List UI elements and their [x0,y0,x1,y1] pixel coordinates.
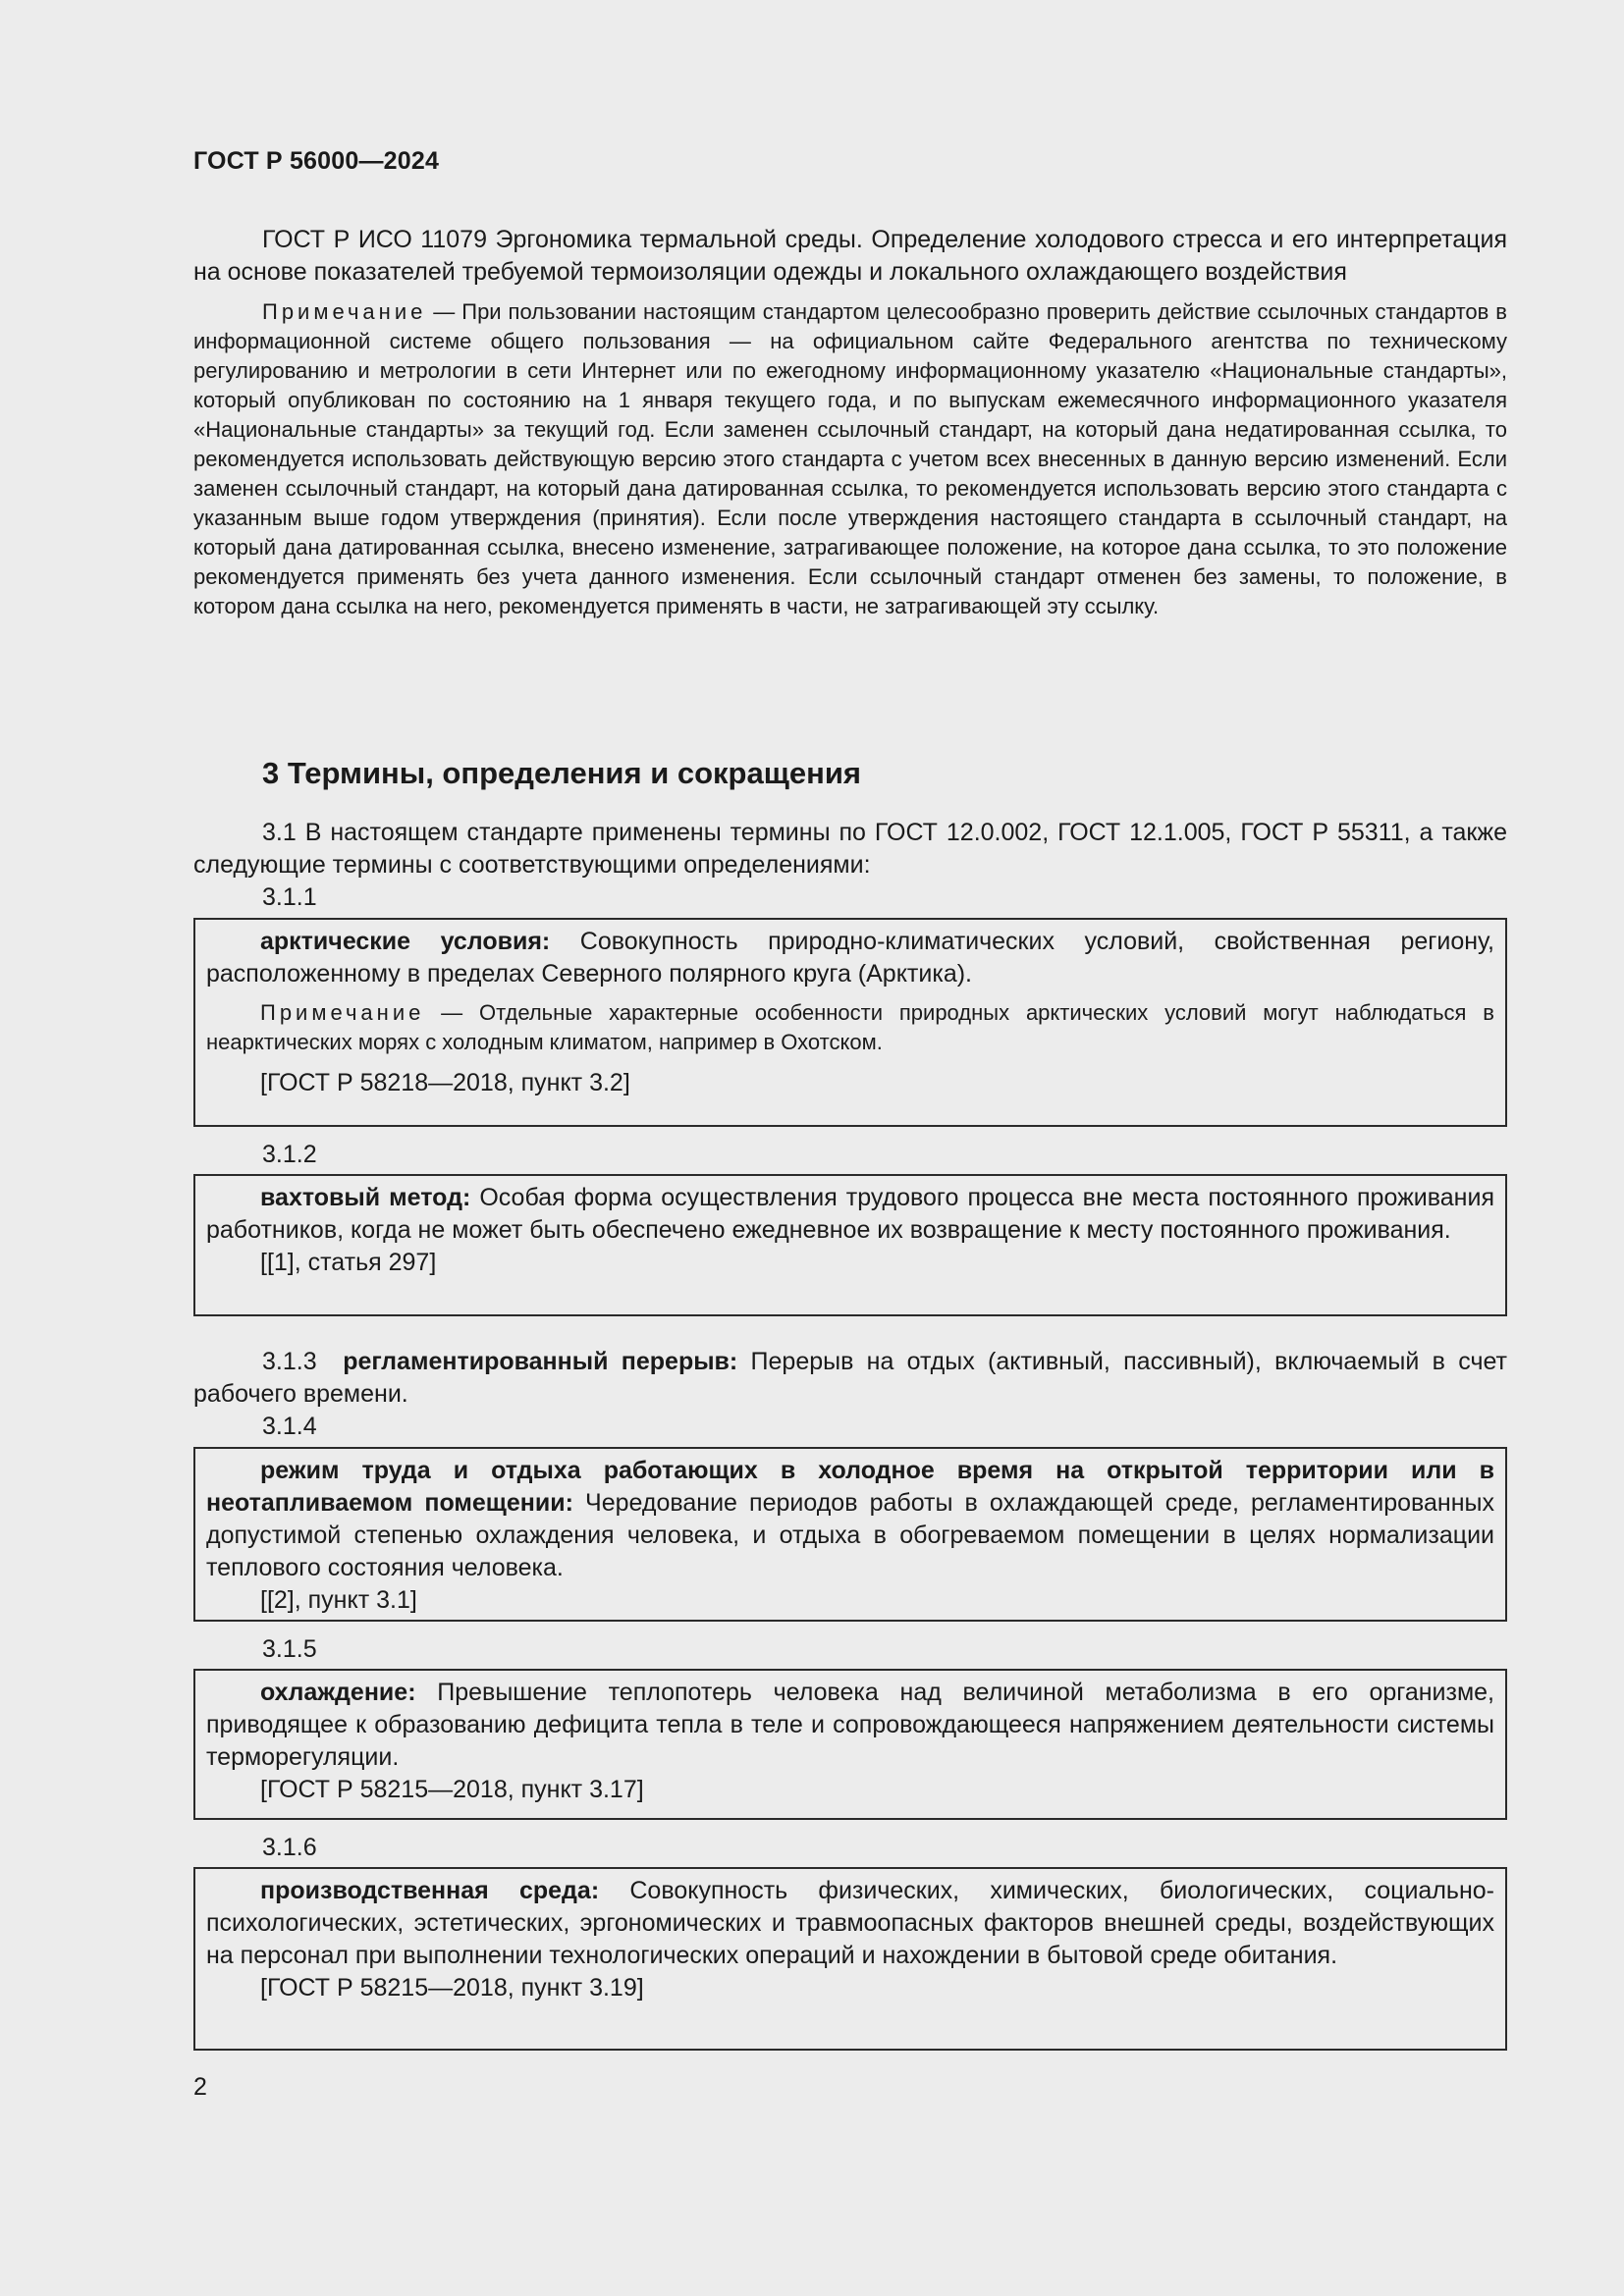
term-definition [206,1875,1494,1972]
term-number-wrap [193,1832,1507,1864]
term-box-work-rest-regime [193,1447,1507,1622]
intro-block [193,224,1507,621]
term-source: [ГОСТ Р 58215—2018, пункт 3.19] [260,1974,644,2002]
term-def-text: Чередование периодов работы в охлаждающей среде, регламентированных допустимой степенью охлаждения человека, и отдыха в обогреваемом помещении в целях нормализации теплового состояния человека. [206,1489,1495,1581]
term-number-wrap [193,1139,1507,1171]
term-number-wrap [193,1633,1507,1666]
term-definition [206,926,1494,990]
term-name: арктические условия: [260,928,551,955]
term-source: [[1], статья 297] [260,1249,437,1276]
term-number-inline: 3.1.3 [262,1348,317,1375]
term-name: охлаждение: [260,1679,416,1706]
term-definition [193,1346,1507,1411]
term-number: 3.1.2 [262,1141,317,1168]
term-regulated-break [193,1346,1507,1443]
term-source: [ГОСТ Р 58215—2018, пункт 3.17] [260,1776,644,1803]
term-source: [ГОСТ Р 58218—2018, пункт 3.2] [260,1069,630,1096]
term-def-text: Превышение теплопотерь человека над величиной метаболизма в его организме, приводящее к образованию дефицита тепла в теле и сопровождающееся напряжением деятельности системы терморегуляции. [206,1679,1494,1771]
term-number: 3.1.6 [262,1834,317,1861]
term-box-work-environment [193,1867,1507,2051]
term-name: регламентированный перерыв: [343,1348,738,1375]
term-definition [206,1182,1494,1247]
term-source: [[2], пункт 3.1] [260,1586,417,1614]
section-3 [193,756,1507,791]
term-name: вахтовый метод: [260,1184,471,1211]
page-number: 2 [193,2073,207,2101]
term-note [206,998,1494,1057]
term-name: производственная среда: [260,1877,600,1904]
term-box-shift-method [193,1174,1507,1316]
term-definition [206,1455,1494,1584]
clause-3-1-text: 3.1 В настоящем стандарте применены термины по ГОСТ 12.0.002, ГОСТ 12.1.005, ГОСТ Р 55311, а также следующие термины с соответствующими определениями: [193,819,1507,879]
term-def-text: Особая форма осуществления трудового процесса вне места постоянного проживания работников, когда не может быть обеспечено ежедневное их возвращение к месту постоянного проживания. [206,1184,1494,1244]
document-id-header: ГОСТ Р 56000—2024 [193,147,440,175]
term-number: 3.1.4 [262,1413,317,1440]
note-text: — При пользовании настоящим стандартом целесообразно проверить действие ссылочных стандартов в информационной системе общего пользования — на официальном сайте Федерального агентства по техническому регулированию и метрологии в сети Интернет или по ежегодному информационному указателю «Национальные стандарты», который опубликован по состоянию на 1 января текущего года, и по выпускам ежемесячного информационного указателя «Национальные стандарты» за текущий год. Если заменен ссылочный стандарт, на который дана недатированная ссылка, то рекомендуется использовать действующую версию этого стандарта с учетом всех внесенных в данную версию изменений. Если заменен ссылочный стандарт, на который дана датированная ссылка, то рекомендуется использовать версию этого стандарта с указанным выше годом утверждения (принятия). Если после утверждения настоящего стандарта в ссылочный стандарт, на который дана датированная ссылка, внесено изменение, затрагивающее положение, на которое дана ссылка, то это положение рекомендуется применять без учета данного изменения. Если ссылочный стандарт отменен без замены, то положение, в котором дана ссылка на него, рекомендуется применять в части, не затрагивающей эту ссылку. [193,299,1507,618]
note-label: Примечание [262,299,427,324]
term-def-text: Совокупность природно-климатических условий, свойственная региону, расположенному в пределах Северного полярного круга (Арктика). [206,928,1494,988]
note-label: Примечание [260,1000,425,1025]
normative-reference-paragraph: ГОСТ Р ИСО 11079 Эргономика термальной среды. Определение холодового стресса и его интерпретация на основе показателей требуемой термоизоляции одежды и локального охлаждающего воздействия [193,226,1507,286]
intro-note [193,297,1507,621]
clause-3-1 [193,817,1507,914]
section-title: 3 Термины, определения и сокращения [262,756,861,790]
term-box-arctic-conditions [193,918,1507,1127]
term-definition [206,1677,1494,1774]
term-number: 3.1.5 [262,1635,317,1663]
term-name: режим труда и отдыха работающих в холодное время на открытой территории или в неотапливаемом помещении: [206,1457,1494,1517]
term-def-text: Совокупность физических, химических, биологических, социально-психологических, эстетических, эргономических и травмоопасных факторов внешней среды, воздействующих на персонал при выполнении технологических операций и нахождении в бытовой среде обитания. [206,1877,1494,1969]
term-box-cooling [193,1669,1507,1820]
term-def-text: Перерыв на отдых (активный, пассивный), включаемый в счет рабочего времени. [193,1348,1507,1408]
note-text: — Отдельные характерные особенности природных арктических условий могут наблюдаться в неарктических морях с холодным климатом, например в Охотском. [206,1000,1494,1054]
term-number: 3.1.1 [262,883,317,911]
